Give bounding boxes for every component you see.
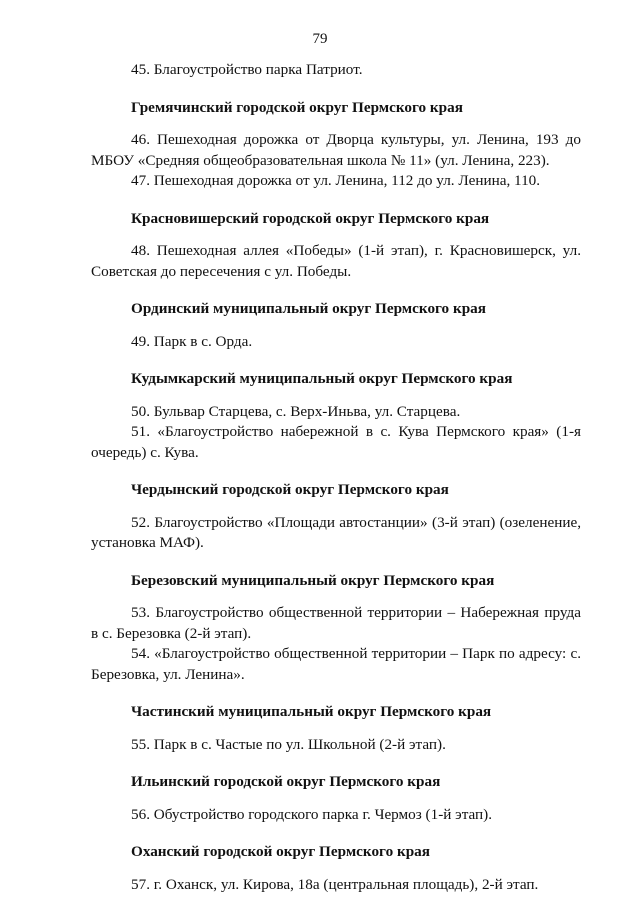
section-krasnovishersky: [91, 209, 581, 283]
section-heading: Частинский муниципальный округ Пермского края: [131, 703, 492, 720]
section-ilyinsky: [91, 772, 581, 825]
page-number: 79: [312, 31, 328, 47]
section-gremyachinsky: [91, 98, 581, 192]
list-item: 54. «Благоустройство общественной территории – Парк по адресу: с. Березовка, ул. Ленина».: [91, 645, 581, 683]
list-item: 57. г. Оханск, ул. Кирова, 18а (центральная площадь), 2-й этап.: [131, 875, 539, 893]
section-cherdynsky: [91, 480, 581, 554]
section-okhansky: [91, 842, 581, 895]
list-item: 51. «Благоустройство набережной в с. Кува Пермского края» (1-я очередь) с. Кува.: [91, 423, 581, 461]
section-heading: Оханский городской округ Пермского края: [131, 843, 430, 860]
section-heading: Красновишерский городской округ Пермского края: [131, 209, 490, 227]
section-heading: Ординский муниципальный округ Пермского края: [131, 300, 486, 317]
list-item: 45. Благоустройство парка Патриот.: [131, 61, 363, 78]
section-berezovsky: [91, 571, 581, 686]
list-item: 47. Пешеходная дорожка от ул. Ленина, 112 до ул. Ленина, 110.: [131, 172, 541, 189]
document-body: [91, 60, 581, 895]
list-item: 52. Благоустройство «Площади автостанции» (3-й этап) (озеленение, установка МАФ).: [91, 513, 581, 551]
section-heading: Кудымкарский муниципальный округ Пермского края: [131, 370, 513, 387]
section-chastinsky: [91, 702, 581, 755]
list-item: 49. Парк в с. Орда.: [131, 332, 253, 350]
section-kudymkarsky: [91, 369, 581, 463]
section-heading: Чердынский городской округ Пермского края: [131, 481, 449, 498]
section-ordinsky: [91, 299, 581, 352]
section-heading: Гремячинский городской округ Пермского края: [131, 98, 463, 116]
list-item: 50. Бульвар Старцева, с. Верх-Иньва, ул. Старцева.: [131, 402, 461, 420]
list-item: 56. Обустройство городского парка г. Чермоз (1-й этап).: [131, 805, 493, 823]
section-heading: Ильинский городской округ Пермского края: [131, 773, 441, 790]
list-item: 55. Парк в с. Частые по ул. Школьной (2-й этап).: [131, 735, 446, 753]
list-item: 53. Благоустройство общественной территории – Набережная пруда в с. Березовка (2-й этап).: [91, 604, 581, 642]
section-heading: Березовский муниципальный округ Пермского края: [131, 571, 495, 589]
list-item: 46. Пешеходная дорожка от Дворца культуры, ул. Ленина, 193 до МБОУ «Средняя общеобразовательная школа № 11» (ул. Ленина, 223).: [91, 131, 581, 169]
list-item: 48. Пешеходная аллея «Победы» (1-й этап), г. Красновишерск, ул. Советская до пересечения с ул. Победы.: [91, 242, 581, 280]
